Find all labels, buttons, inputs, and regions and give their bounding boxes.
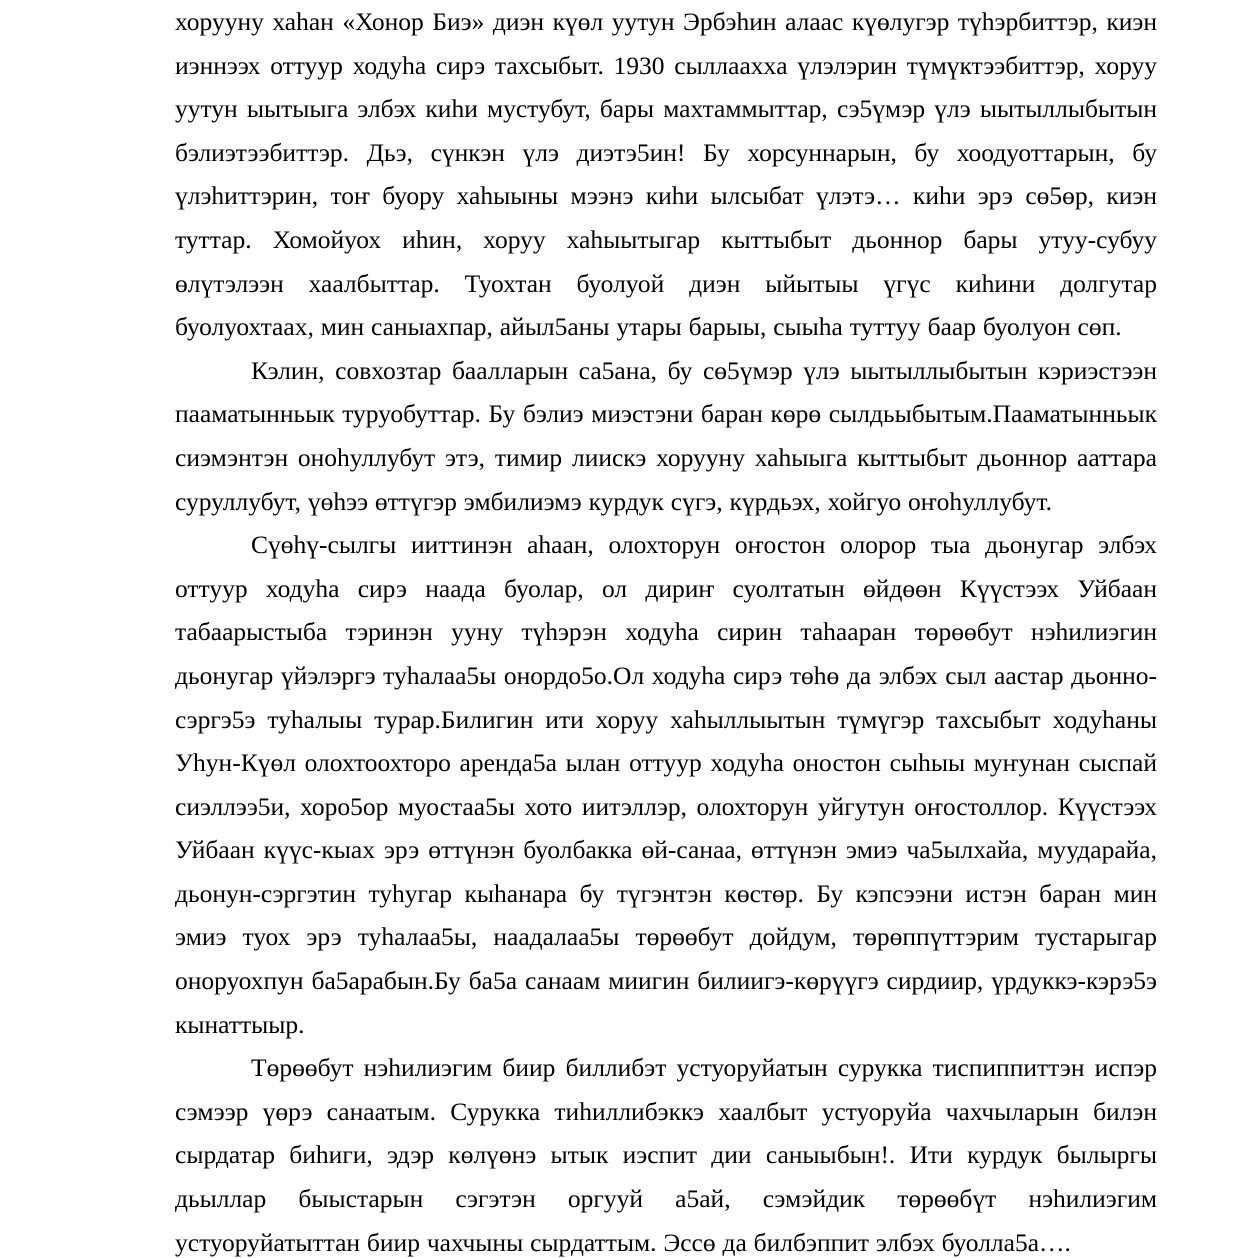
paragraph-2: Кэлин, совхозтар баалларын са5ана, бу сө5үмэр үлэ ыытыллыбытын кэриэстээн пааматынньык туруобуттар. Бу бэлиэ миэстэни баран көрө сылдьыбытым.Пааматынньык сиэмэнтэн оноһуллубут этэ, тимир лиискэ хорууну хаһыыга кыттыбыт дьоннор ааттара суруллубут, үөһээ өттүгэр эмбилиэмэ курдук сүгэ, күрдьэх, хойгуо оҥоһуллубут.: [175, 355, 1157, 516]
paragraph-4: Төрөөбут нэһилиэгим биир биллибэт устуоруйатын сурукка тиспиппиттэн испэр сэмээр үөрэ санаатым. Сурукка тиһиллибэккэ хаалбыт устуоруйа чахчыларын билэн сырдатар биһиги, эдэр көлүөнэ ытык иэспит дии саныыбын!. Ити курдук былыргы дьыллар быыстарын сэгэтэн оргууй а5ай, сэмэйдик төрөөбүт нэһилиэгим устуоруйатыттан биир чахчыны сырдаттым. Эссө да билбэппит элбэх буолла5а….: [175, 1053, 1157, 1257]
text-column: [175, 0, 1157, 1258]
paragraph-3: Сүөһү-сылгы ииттинэн аһаан, олохторун оҥостон олорор тыа дьонугар элбэх оттуур ходуһа сирэ наада буолар, ол дириҥ суолтатын өйдөөн Күүстээх Уйбаан табаарыстыба тэринэн ууну түһэрэн ходуһа сирин таһааран төрөөбут нэһилиэгин дьонугар үйэлэргэ туһалаа5ы онордо5о.Ол ходуһа сирэ төһө да элбэх сыл аастар дьонно-сэргэ5э туһалыы турар.Билигин ити хоруу хаһыллыытын түмүгэр тахсыбыт ходуһаны Уһун-Күөл олохтоохторо аренда5а ылан оттуур ходуһа оностон сыһыы муҥунан сыспай сиэллээ5и, хоро5ор муостаа5ы хото иитэллэр, олохторун уйгутун оҥостоллор. Күүстээх Уйбаан күүс-кыах эрэ өттүнэн буолбакка өй-санаа, өттүнэн эмиэ ча5ылхайа, муударайа, дьонун-сэргэтин туһугар кыһанара бу түгэнтэн көстөр. Бу кэпсээни истэн баран мин эмиэ туох эрэ туһалаа5ы, наадалаа5ы төрөөбут дойдум, төрөппүттэрим тустарыгар оноруохпун ба5арабын.Бу ба5а санаам миигин билиигэ-көрүүгэ сирдиир, үрдуккэ-кэрэ5э кынаттыыр.: [175, 530, 1157, 1039]
paragraph-1: хорууну хаһан «Хонор Биэ» диэн күөл уутун Эрбэһин алаас күөлугэр түһэрбиттэр, киэн иэннээх оттуур ходуһа сирэ тахсыбыт. 1930 сыллааххa үлэлэрин түмүктээбиттэр, хоруу уутун ыытыыга элбэх киһи мустубут, бары махтаммыттар, сэ5үмэр үлэ ыытыллыбытын бэлиэтээбиттэр. Дьэ, сүнкэн үлэ диэтэ5ин! Бу хорсуннарын, бу хоодуоттарын, бу үлэһиттэрин, тоҥ буору хаһыыны мээнэ киһи ылсыбат үлэтэ… киһи эрэ сө5өр, киэн туттар. Хомойуох иһин, хоруу хаһыытыгар кыттыбыт дьоннор бары утуу-субуу өлүтэлээн хаалбыттар. Туохтан буолуой диэн ыйытыы үгүс киһини долгутар буолуохтаах, мин саныахпар, айыл5аны утары барыы, сыыһа туттуу баар буолуон сөп.: [175, 7, 1157, 342]
